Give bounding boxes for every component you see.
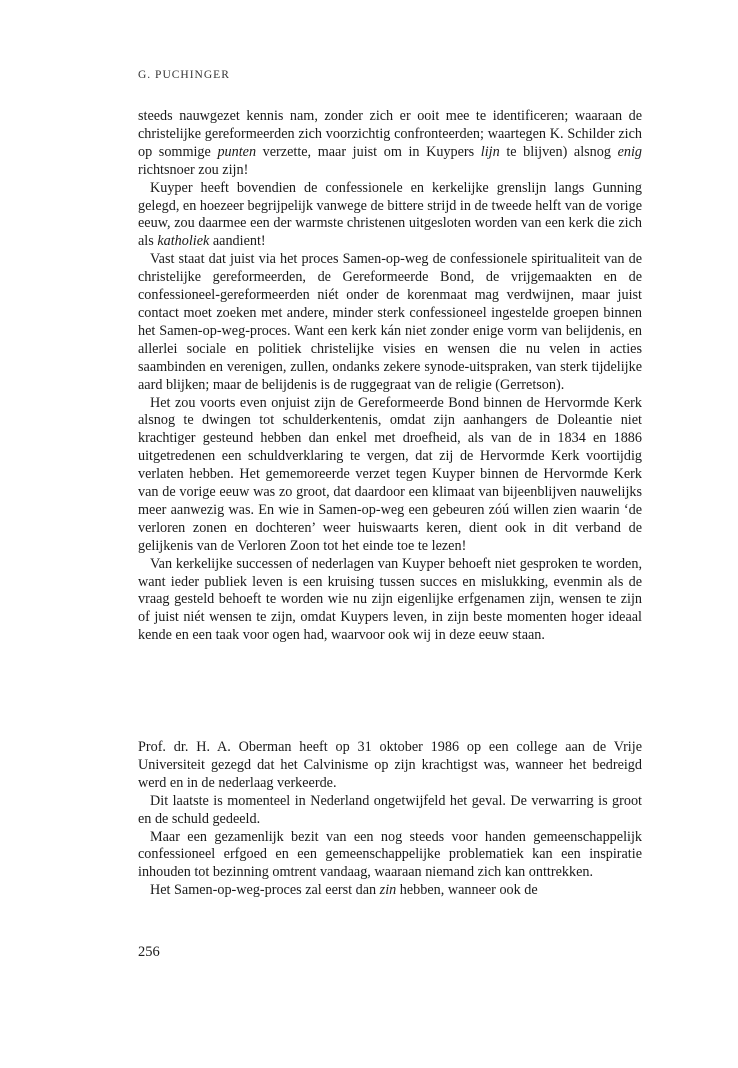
text-run: steeds nauwgezet kennis nam, zonder zich er ooit mee te identificeren; waaraan de christelijke gereformeerden zich voorzichtig confronteerden; waartegen K. Schilder zich op sommige — [138, 108, 642, 160]
paragraph — [138, 739, 642, 793]
italic-run: katholiek — [157, 233, 210, 250]
paragraph — [138, 556, 642, 646]
text-run: Maar een gezamenlijk bezit van een nog steeds voor handen gemeenschappelijk confessioneel erfgoed en een gemeenschappelijke problematiek kan een inspiratie inhouden tot bezinning omtrent vandaag, waaraan niemand zich kan onttrekken. — [138, 828, 642, 881]
paragraph — [138, 108, 642, 180]
paragraph — [138, 180, 642, 252]
body-text-section-2 — [138, 739, 642, 900]
body-text-section-1 — [138, 108, 642, 645]
italic-run: punten — [217, 143, 257, 160]
text-run: verzette, maar juist om in Kuypers — [256, 143, 481, 160]
text-run: Kuyper heeft bovendien de confessionele en kerkelijke grenslijn langs Gunning gelegd, en hoezeer begrijpelijk vanwege de bittere strijd in de tweede helft van de vorige eeuw, zou daarmee een der warmste christenen uitgesloten worden van een kerk die zich als — [138, 179, 642, 250]
italic-run: enig — [617, 143, 642, 160]
text-run: Het Samen-op-weg-proces zal eerst dan — [150, 882, 380, 899]
page-number: 256 — [138, 944, 160, 960]
text-run: Het zou voorts even onjuist zijn de Gereformeerde Bond binnen de Hervormde Kerk alsnog te dwingen tot schulderkentenis, omdat zijn aanhangers de Doleantie niet krachtiger gesteund hebben dan enkel met droefheid, als van de in 1834 en 1886 uitgetredenen een schuldverklaring te vergen, dat zij de Hervormde Kerk voortijdig verlaten hebben. Het gememoreerde verzet tegen Kuyper binnen de Hervormde Kerk van de vorige eeuw was zo groot, dat daardoor een klimaat van bijeenblijven nauwelijks meer aanwezig was. En wie in Samen-op-weg een gebeuren zóú willen zien waarin ‘de verloren zonen en dochteren’ weer huiswaarts keren, dient ook in dit verband de gelijkenis van de Verloren Zoon tot het einde toe te lezen! — [138, 394, 642, 554]
text-run: Prof. dr. H. A. Oberman heeft op 31 oktober 1986 op een college aan de Vrije Universiteit gezegd dat het Calvinisme op zijn krachtigst was, wanneer het bedreigd werd en in de nederlaag verkeerde. — [138, 739, 642, 791]
italic-run: zin — [379, 882, 397, 899]
paragraph — [138, 882, 642, 900]
running-head: G. PUCHINGER — [138, 69, 230, 81]
text-run: Van kerkelijke successen of nederlagen van Kuyper behoeft niet gesproken te worden, want ieder publiek leven is een kruising tussen succes en mislukking, evenmin als de vraag gesteld behoeft te worden wie nu zijn eigenlijke erfgenamen zijn, wensen te zijn of juist niét wensen te zijn, omdat Kuypers leven, in zijn beste momenten hoger ideaal kende en een taak voor ogen had, waarvoor ook wij in deze eeuw staan. — [138, 555, 642, 644]
text-run: hebben, wanneer ook de — [396, 882, 538, 899]
paragraph — [138, 793, 642, 829]
text-run: aandient! — [209, 233, 266, 250]
text-run: richtsnoer zou zijn! — [138, 161, 249, 178]
paragraph — [138, 251, 642, 394]
text-run: te blijven) alsnog — [499, 143, 618, 160]
text-run: Dit laatste is momenteel in Nederland ongetwijfeld het geval. De verwarring is groot en de schuld gedeeld. — [138, 792, 642, 827]
paragraph — [138, 395, 642, 556]
paragraph — [138, 829, 642, 883]
italic-run: lijn — [480, 143, 500, 160]
text-run: Vast staat dat juist via het proces Samen-op-weg de confessionele spiritualiteit van de christelijke gereformeerden, de Gereformeerde Bond, de vrijgemaakten en de confessioneel-gereformeerden niét onder de korenmaat mag verdwijnen, maar juist contact moet zoeken met andere, minder sterk confessioneel ingestelde groepen binnen het Samen-op-weg-proces. Want een kerk kán niet zonder enige vorm van belijdenis, en allerlei sociale en politiek christelijke visies en wensen die nu velen in acties saambinden en verenigen, zullen, ondanks zekere synode-uitspraken, van sterk tijdelijke aard blijken; maar de belijdenis is de ruggegraat van de religie (Gerretson). — [138, 251, 642, 393]
